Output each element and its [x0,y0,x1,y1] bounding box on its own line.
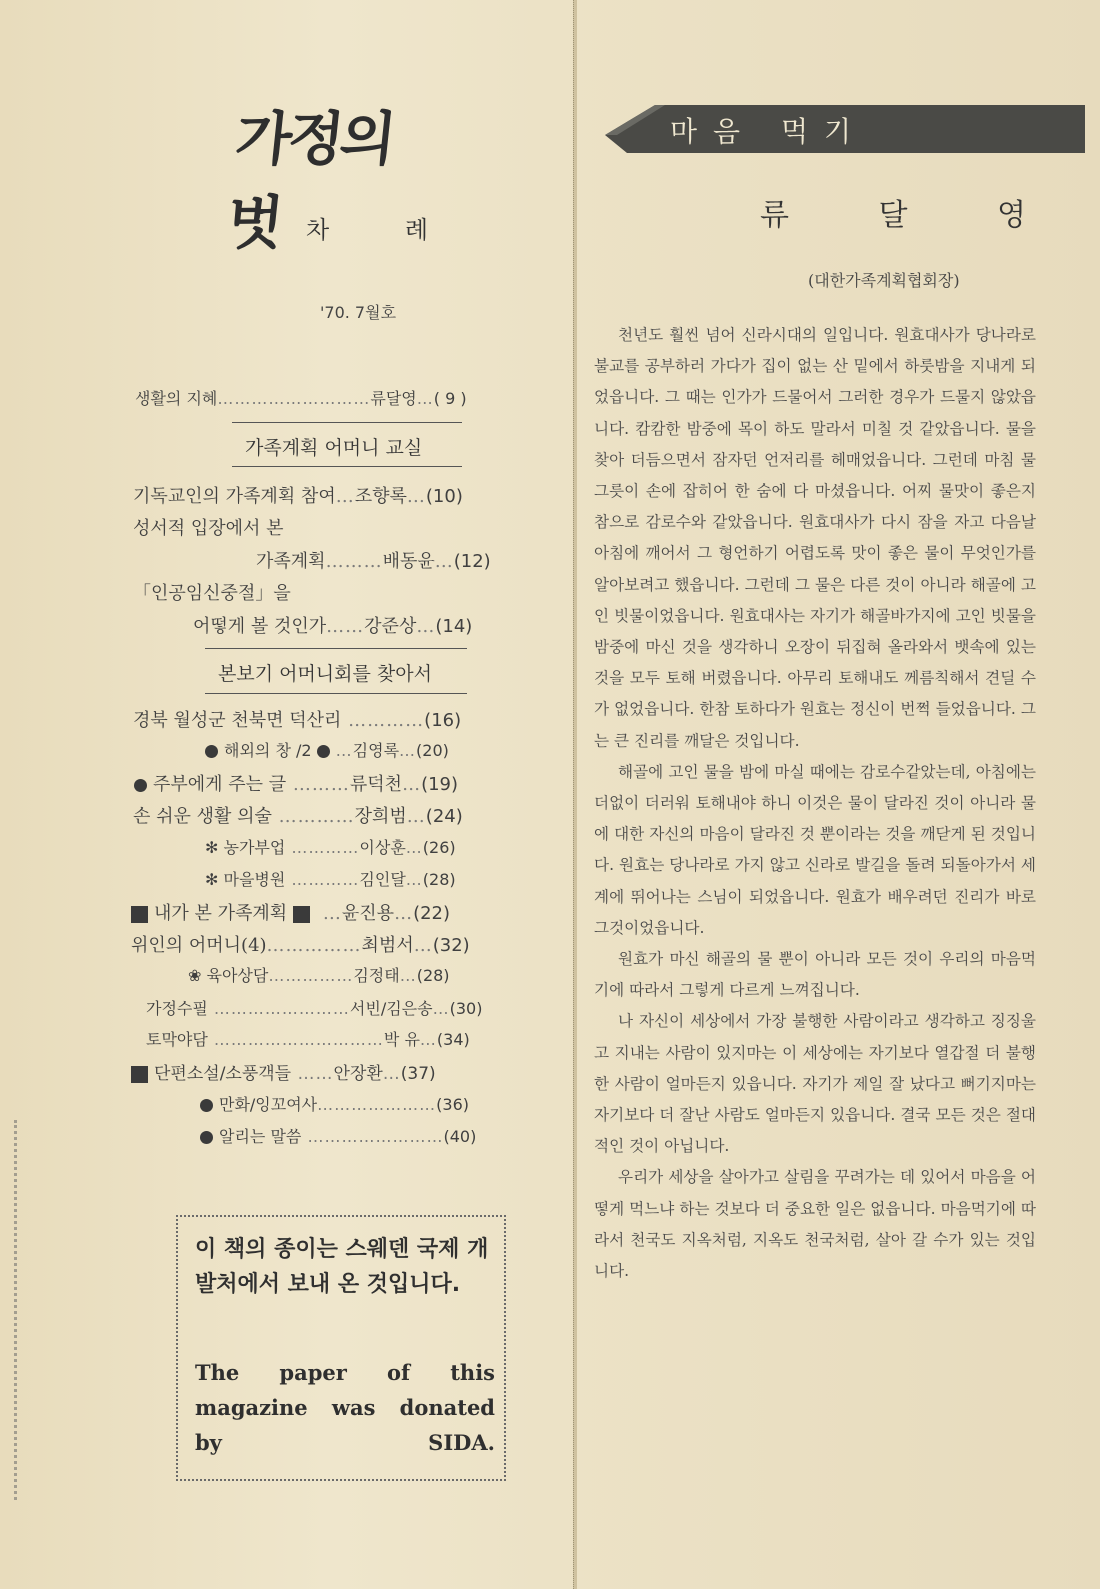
toc-entry[interactable]: 위인의 어머니(4)……………최범서…(32) [131,935,470,956]
toc-entry[interactable]: 알리는 말씀 ……………………(40) [200,1124,476,1147]
paragraph: 나 자신이 세상에서 가장 불행한 사람이라고 생각하고 징징울고 지내는 사람이 있지마는 이 세상에는 자기보다 열갑절 더 불행한 사람이 얼마든지 있읍니다. 자기가 제일 잘 났다고 뻐기지마는 자기보다 더 잘난 사람도 얼마든지 있읍니다. 결국 모든 것은 절대적인 것이 아닙니다. [594,1012,1036,1156]
toc-entry[interactable]: 어떻게 볼 것인가……강준상…(14) [193,616,473,637]
toc-author: 이상훈 [359,838,406,857]
author-affiliation: (대한가족계획협회장) [808,271,960,290]
table-of-contents [0,0,573,1200]
toc-heading: 차 례 [306,216,462,244]
toc-title: 생활의 지혜 [135,389,218,408]
toc-entry[interactable]: 기독교인의 가족계획 참여…조향록…(10) [133,486,463,507]
article-author: 류 달 영 [760,198,1067,233]
toc-entry[interactable] [133,514,284,540]
toc-entry[interactable] [133,579,291,605]
issue-date: '70. 7월호 [320,303,397,322]
toc-page: (30) [449,999,483,1018]
toc-author: 김정태 [353,966,400,985]
paragraph: 천년도 훨씬 넘어 신라시대의 일입니다. 원효대사가 당나라로 불교를 공부하러 가다가 집이 없는 산 밑에서 하룻밤을 지내게 되었읍니다. 그 때는 인가가 드물어서 그러한 경우가 드물지 않았읍니다. 캄캄한 밤중에 목이 하도 말라서 미칠 것 같았읍니다. 물을 찾아 더듬으면서 잠자던 언저리를 헤매었읍니다. 그런데 마침 물 그릇이 손에 잡히어 한 숨에 다 마셨읍니다. 어찌 물맛이 좋은지 참으로 감로수와 같았읍니다. 원효대사가 다시 잠을 자고 다음날 아침에 깨어서 그 형언하기 어렵도록 맛이 좋은 물이 무엇인가를 알아보려고 했읍니다. 그런데 그 물은 다른 것이 아니라 해골에 고인 빗물이었읍니다. 원효대사는 자기가 해골바가지에 고인 빗물을 밤중에 마신 것을 생각하니 오장이 뒤집혀 올라와서 뱃속에 있는 것을 모두 토해 버렸읍니다. 아무리 토해내도 께름칙해서 견딜 수가 없었읍니다. 한참 토하다가 원효는 정신이 번쩍 들었읍니다. 그는 큰 진리를 깨달은 것입니다. [594,326,1036,750]
toc-page: (28) [416,966,450,985]
toc-title: 손 쉬운 생활 의술 [133,806,272,827]
divider [205,693,467,694]
toc-title: 가족계획 [256,551,326,572]
toc-title: 「인공임신중절」을 [133,583,291,604]
toc-page: (14) [435,616,473,637]
square-icon [293,906,310,923]
toc-author: 류덕천 [349,774,403,795]
toc-title: 가정수필 [146,999,208,1018]
toc-title: 해외의 창 /2 [224,741,312,760]
divider [205,648,467,649]
column-title: 마음 먹기 [670,115,868,148]
toc-entry[interactable]: 해외의 창 /2 …김영록…(20) [205,738,449,761]
bullet-icon [200,1131,213,1144]
toc-title: 내가 본 가족계획 [154,903,288,924]
toc-entry[interactable]: 만화/잉꼬여사…………………(36) [200,1092,469,1115]
toc-title: 농가부업 [223,838,286,857]
toc-author: 박 유 [383,1030,420,1049]
toc-entry[interactable]: 내가 본 가족계획 …윤진용…(22) [131,899,450,925]
donation-notice-korean: 이 책의 종이는 스웨덴 국제 개발처에서 보내 온 것입니다. [195,1237,489,1297]
toc-title: 토막야담 [146,1030,208,1049]
toc-entry[interactable]: 주부에게 주는 글 ………류덕천…(19) [134,770,458,796]
toc-title: 단편소설/소풍객들 [154,1064,292,1084]
divider [232,422,462,423]
toc-entry[interactable]: 가족계획………배동윤…(12) [256,551,491,572]
bullet-icon [205,745,218,758]
paragraph: 해골에 고인 물을 밤에 마실 때에는 감로수같았는데, 아침에는 더없이 더러워 토해내야 하니 이것은 물이 달라진 것이 아니라 물에 대한 자신의 마음이 달라진 것 뿐이라는 것을 깨닫게 된 것입니다. 원효는 당나라로 가지 않고 신라로 발길을 돌려 되돌아가서 세계에 뛰어나는 스님이 되었읍니다. 원효가 배우려던 진리가 바로 그것이었읍니다. [594,762,1036,937]
toc-title: 성서적 입장에서 본 [133,518,284,539]
toc-page: (19) [421,774,459,795]
toc-page: (28) [422,870,456,889]
section-heading: 본보기 어머니회를 찾아서 [218,663,432,685]
toc-page: (22) [413,903,451,924]
toc-author: 안장환 [333,1064,383,1084]
toc-page: (16) [424,710,462,731]
toc-title: 만화/잉꼬여사 [219,1095,318,1114]
toc-page: (37) [400,1064,436,1084]
toc-entry[interactable]: ✻ 마을병원 …………김인달…(28) [205,870,456,889]
toc-author: 윤진용 [341,903,395,924]
toc-entry[interactable]: ❀ 육아상담……………김정태…(28) [188,966,450,985]
bullet-icon [200,1099,213,1112]
toc-title: 경북 월성군 천북면 덕산리 [133,710,342,731]
bullet-icon [317,745,330,758]
toc-title: 위인의 어머니(4) [131,935,267,956]
toc-page: (40) [443,1127,477,1146]
paragraph: 우리가 세상을 살아가고 살림을 꾸려가는 데 있어서 마음을 어떻게 먹느냐 하는 것보다 더 중요한 일은 없읍니다. 마음먹기에 따라서 천국도 지옥처럼, 지옥도 천국처럼, 살아 갈 수가 있는 것입니다. [594,1168,1036,1281]
toc-entry[interactable]: 토막야담 …………………………박 유…(34) [146,1030,470,1049]
toc-title: 육아상담 [206,966,269,985]
toc-title: 알리는 말씀 [219,1127,302,1146]
toc-author: 장희범 [354,806,407,827]
section-heading: 가족계획 어머니 교실 [245,437,423,459]
toc-author: 배동윤 [382,551,435,572]
masthead-logo: 가정의 벗 [223,105,396,257]
toc-title: 주부에게 주는 글 [153,774,287,795]
square-icon [131,906,148,923]
toc-author: 서빈/김은송 [349,999,433,1018]
toc-entry[interactable]: 생활의 지혜………………………류달영…( 9 ) [135,389,467,408]
toc-page: (32) [432,935,470,956]
asterisk-icon: ✻ [205,870,224,889]
toc-title: 마을병원 [223,870,286,889]
page-fold [573,0,577,1589]
toc-entry[interactable]: 가정수필 ……………………서빈/김은송…(30) [146,999,483,1018]
toc-page: (24) [425,806,463,827]
toc-entry[interactable]: 경북 월성군 천북면 덕산리 …………(16) [133,710,462,731]
toc-author: 강준상 [364,616,417,637]
toc-title: 기독교인의 가족계획 참여 [133,486,336,507]
toc-author: 조향록 [354,486,407,507]
asterisk-icon: ✻ [205,838,224,857]
toc-page: (20) [416,741,449,760]
flower-icon: ❀ [188,966,207,985]
toc-author: 류달영 [370,389,417,408]
toc-author: 김영록 [352,741,400,760]
toc-entry[interactable]: ✻ 농가부업 …………이상훈…(26) [205,838,456,857]
bullet-icon [134,779,147,792]
toc-entry[interactable]: 단편소설/소풍객들 ……안장환…(37) [131,1059,436,1084]
square-icon [131,1066,148,1083]
paragraph: 원효가 마신 해골의 물 뿐이 아니라 모든 것이 우리의 마음먹기에 따라서 그렇게 다르게 느껴집니다. [594,950,1036,1000]
toc-page: (26) [422,838,456,857]
toc-page: (10) [425,486,463,507]
toc-page: (12) [453,551,491,572]
toc-entry[interactable]: 손 쉬운 생활 의술 …………장희범…(24) [133,806,463,827]
toc-author: 최범서 [361,935,414,956]
article-body [594,320,1036,1287]
toc-page: (34) [436,1030,470,1049]
toc-page: (36) [436,1095,469,1114]
donation-notice-english: The paper of this magazine was donated by SIDA. [195,1360,495,1455]
toc-page: ( 9 ) [433,389,467,408]
divider [232,466,462,467]
toc-author: 김인달 [359,870,406,889]
toc-title: 어떻게 볼 것인가 [193,616,327,637]
